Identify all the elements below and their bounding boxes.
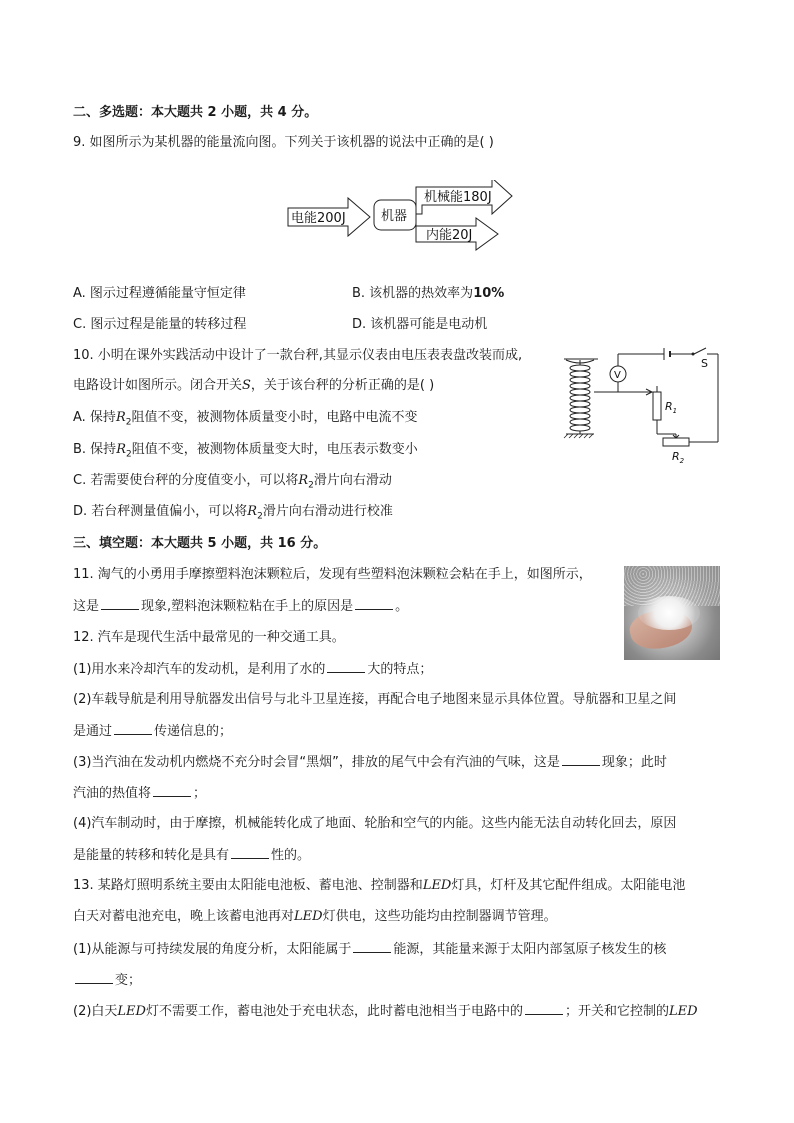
voltmeter-label: V xyxy=(614,370,621,381)
r2-label: $R_2$ xyxy=(672,450,685,465)
output-mechanical-label: 机械能180J xyxy=(424,190,492,205)
switch-label: S xyxy=(701,357,708,370)
q12-part-4-line-2: 是能量的转移和转化是具有 性的。 xyxy=(73,848,311,863)
spring xyxy=(570,365,590,431)
question-13-line-1: 13. 某路灯照明系统主要由太阳能电池板、蓄电池、控制器和LED灯具，灯杆及其它配件组成。太阳能电池 xyxy=(73,878,686,893)
scale-circuit-diagram xyxy=(560,346,725,470)
switch-lever xyxy=(694,348,706,354)
question-11-line-1: 11. 淘气的小勇用手摩擦塑料泡沫颗粒后，发现有些塑料泡沫颗粒会粘在手上，如图所示， xyxy=(73,567,592,582)
answer-blank xyxy=(353,940,391,953)
rheostat-r2 xyxy=(663,438,689,446)
answer-blank xyxy=(562,753,600,766)
q9-option-a: A. 图示过程遵循能量守恒定律 xyxy=(73,286,246,301)
question-11-line-2: 这是 现象,塑料泡沫颗粒粘在手上的原因是 。 xyxy=(73,599,409,614)
machine-label: 机器 xyxy=(381,209,408,224)
answer-blank xyxy=(327,660,365,673)
q13-part-1-line-2: 变； xyxy=(73,971,141,990)
q10-option-b: B. 保持$R_2$阻值不变，被测物体质量变大时，电压表示数变小 xyxy=(73,442,418,460)
q10-option-c: C. 若需要使台秤的分度值变小，可以将$R_2$滑片向右滑动 xyxy=(73,473,392,491)
q9-option-c: C. 图示过程是能量的转移过程 xyxy=(73,317,247,332)
q12-part-1: (1)用水来冷却汽车的发动机，是利用了水的 大的特点； xyxy=(73,662,433,677)
foam-beads-hand-photo xyxy=(624,566,720,660)
question-9-stem: 9. 如图所示为某机器的能量流向图。下列关于该机器的说法中正确的是( ) xyxy=(73,135,494,150)
energy-flow-diagram xyxy=(286,180,516,252)
answer-blank xyxy=(231,846,269,859)
q13-part-1-line-1: (1)从能源与可持续发展的角度分析，太阳能属于 能源，其能量来源于太阳内部氢原子核发生的核 xyxy=(73,942,667,957)
section-header-fill-in: 三、填空题：本大题共 5 小题，共 16 分。 xyxy=(73,536,327,551)
q9-option-b: B. 该机器的热效率为10% xyxy=(352,286,505,301)
answer-blank xyxy=(101,597,139,610)
q13-part-2-line-1: (2)白天LED灯不需要工作，蓄电池处于充电状态，此时蓄电池相当于电路中的 ；开关和它控制的LED xyxy=(73,1004,698,1019)
question-12-stem: 12. 汽车是现代生活中最常见的一种交通工具。 xyxy=(73,630,345,645)
answer-blank xyxy=(525,1002,563,1015)
question-13-line-2: 白天对蓄电池充电，晚上该蓄电池再对LED灯供电，这些功能均由控制器调节管理。 xyxy=(73,909,557,924)
q10-option-d: D. 若台秤测量值偏小，可以将$R_2$滑片向右滑动进行校准 xyxy=(73,504,393,522)
q9-option-d: D. 该机器可能是电动机 xyxy=(352,317,488,332)
output-heat-label: 内能20J xyxy=(426,228,473,243)
q12-part-2-line-1: (2)车载导航是利用导航器发出信号与北斗卫星连接，再配合电子地图来显示具体位置。导航器和卫星之间 xyxy=(73,692,677,707)
input-energy-label: 电能200J xyxy=(291,211,346,226)
section-header-multiple-choice: 二、多选题：本大题共 2 小题，共 4 分。 xyxy=(73,105,318,120)
question-10-line-1: 10. 小明在课外实践活动中设计了一款台秤,其显示仪表由电压表表盘改装而成, xyxy=(73,348,523,363)
answer-blank xyxy=(355,597,393,610)
q12-part-2-line-2: 是通过 传递信息的； xyxy=(73,724,233,739)
question-10-line-2: 电路设计如图所示。闭合开关S，关于该台秤的分析正确的是( ) xyxy=(73,378,435,393)
answer-blank xyxy=(153,784,191,797)
r1-label: $R_1$ xyxy=(665,400,678,415)
answer-blank xyxy=(114,722,152,735)
answer-blank xyxy=(75,971,113,984)
resistor-r1 xyxy=(653,392,661,420)
q12-part-3-line-2: 汽油的热值将 ； xyxy=(73,786,207,801)
q12-part-3-line-1: (3)当汽油在发动机内燃烧不充分时会冒“黑烟”，排放的尾气中会有汽油的气味，这是 现象；此时 xyxy=(73,755,667,770)
q12-part-4-line-1: (4)汽车制动时，由于摩擦，机械能转化成了地面、轮胎和空气的内能。这些内能无法自动转化回去，原因 xyxy=(73,816,677,831)
q10-option-a: A. 保持$R_2$阻值不变，被测物体质量变小时，电路中电流不变 xyxy=(73,410,418,428)
